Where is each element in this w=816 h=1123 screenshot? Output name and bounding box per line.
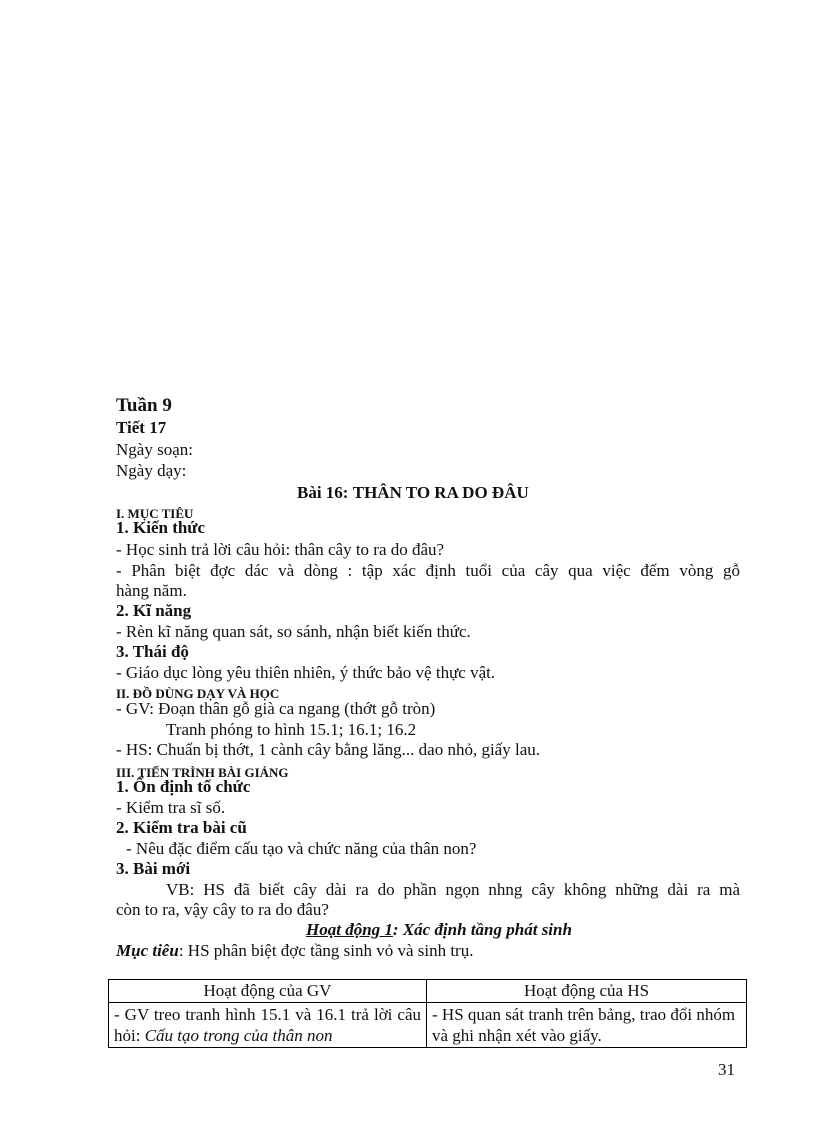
table-header-row — [109, 980, 747, 1003]
cell-gv-text: - GV treo tranh hình 15.1 và 16.1 trả lời câu hỏi: — [114, 1005, 421, 1045]
review-heading: 2. Kiểm tra bài cũ — [116, 818, 247, 837]
table-row — [109, 1003, 747, 1048]
week-heading: Tuần 9 — [116, 395, 172, 416]
lesson-name: THÂN TO RA DO ĐÂU — [352, 483, 529, 502]
materials-gv: - GV: Đoạn thân gỗ già ca ngang (thớt gỗ tròn) — [116, 699, 436, 718]
period-heading: Tiết 17 — [116, 418, 167, 437]
header-hs: Hoạt động của HS — [427, 980, 747, 1003]
knowledge-line-3: hàng năm. — [116, 581, 187, 600]
cell-gv — [109, 1003, 427, 1048]
section-3-heading: III. TIẾN TRÌNH BÀI GIẢNG — [116, 765, 289, 780]
knowledge-line-2: - Phân biệt đợc dác và dòng : tập xác định tuổi của cây qua việc đếm vòng gỗ — [116, 561, 740, 580]
teach-date: Ngày dạy: — [116, 461, 187, 480]
objective-label: Mục tiêu — [116, 941, 179, 960]
skills-line: - Rèn kĩ năng quan sát, so sánh, nhận biết kiến thức. — [116, 622, 471, 641]
lesson-number: Bài 16: — [297, 483, 349, 502]
intro-line-2: còn to ra, vậy cây to ra do đâu? — [116, 900, 329, 919]
header-gv: Hoạt động của GV — [109, 980, 427, 1003]
activity-table — [108, 979, 747, 1048]
lesson-title — [297, 483, 529, 503]
attitude-line: - Giáo dục lòng yêu thiên nhiên, ý thức bảo vệ thực vật. — [116, 663, 496, 682]
objective-text: : HS phân biệt đợc tầng sinh vỏ và sinh trụ. — [178, 941, 474, 960]
knowledge-heading: 1. Kiến thức — [116, 518, 206, 537]
section-1-heading: I. MỤC TIÊU — [116, 506, 194, 521]
prep-date: Ngày soạn: — [116, 440, 193, 459]
materials-hs: - HS: Chuẩn bị thớt, 1 cành cây bằng lăng... dao nhỏ, giấy lau. — [116, 740, 540, 759]
intro-line-1: VB: HS đã biết cây dài ra do phần ngọn nhng cây không những dài ra mà — [166, 880, 740, 899]
activity-label: Hoạt động 1 — [306, 920, 393, 939]
section-2-heading: II. ĐỒ DÙNG DẠY VÀ HỌC — [116, 686, 280, 701]
activity-title: : Xác định tầng phát sinh — [392, 920, 572, 939]
new-lesson-heading: 3. Bài mới — [116, 859, 191, 878]
skills-heading: 2. Kĩ năng — [116, 601, 192, 620]
cell-gv-italic: Cấu tạo trong của thân non — [144, 1026, 333, 1045]
org-heading: 1. Ổn định tổ chức — [116, 777, 251, 796]
activity-heading — [306, 920, 572, 940]
review-line: - Nêu đặc điểm cấu tạo và chức năng của thân non? — [126, 839, 477, 858]
page-number: 31 — [718, 1060, 735, 1079]
org-line: - Kiểm tra sĩ số. — [116, 798, 226, 817]
attitude-heading: 3. Thái độ — [116, 642, 189, 661]
objective-line — [116, 941, 473, 961]
materials-pictures: Tranh phóng to hình 15.1; 16.1; 16.2 — [166, 720, 417, 739]
knowledge-line-1: - Học sinh trả lời câu hỏi: thân cây to ra do đâu? — [116, 540, 445, 559]
cell-hs: - HS quan sát tranh trên bảng, trao đổi nhóm và ghi nhận xét vào giấy. — [427, 1003, 747, 1048]
